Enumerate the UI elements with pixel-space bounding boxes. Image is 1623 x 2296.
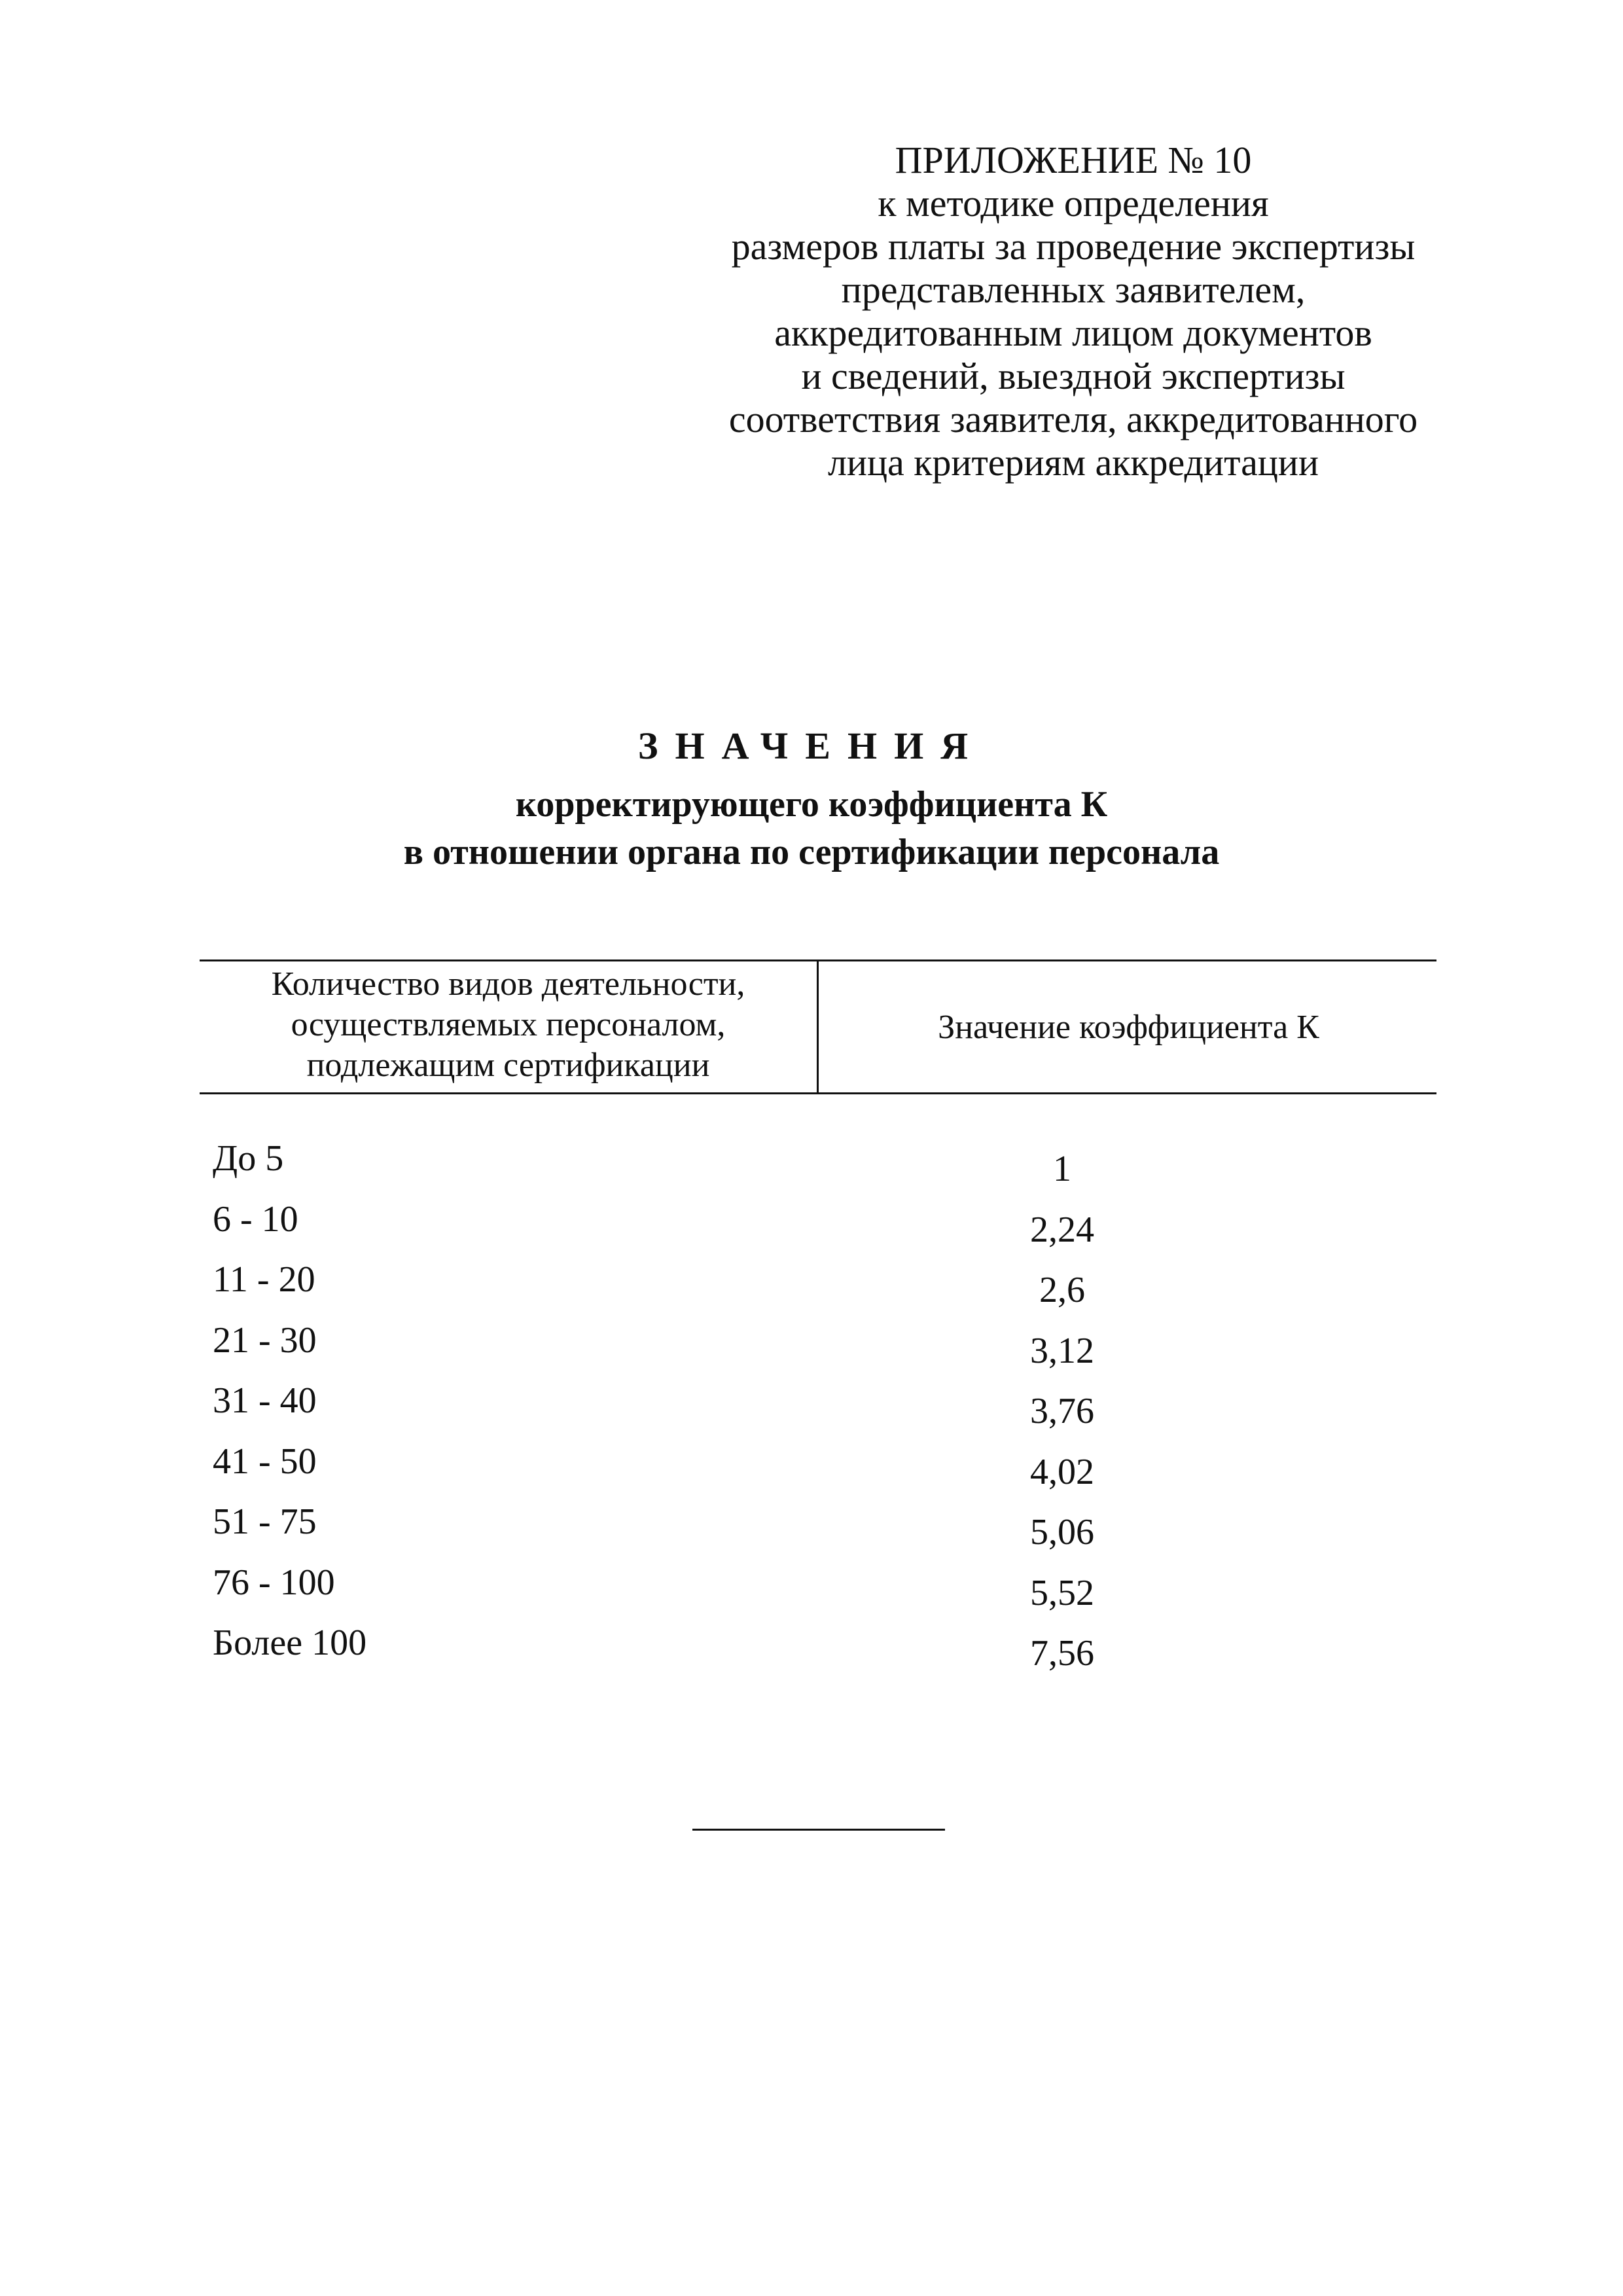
header-line: осуществляемых персоналом, (291, 1006, 726, 1043)
table-row (200, 1441, 1436, 1501)
coefficient-table (200, 960, 1436, 1094)
value-cell: 5,06 (1030, 1512, 1094, 1552)
range-cell: 6 - 10 (213, 1198, 298, 1240)
table-body (200, 1138, 1436, 1683)
end-separator-line (692, 1829, 945, 1831)
header-line: Количество видов деятельности, (271, 965, 745, 1003)
range-cell: Более 100 (213, 1623, 367, 1663)
appendix-line: аккредитованным лицом документов (774, 312, 1372, 354)
header-line: подлежащим сертификации (306, 1047, 710, 1084)
appendix-line: и сведений, выездной экспертизы (801, 355, 1346, 397)
range-cell: 21 - 30 (213, 1319, 317, 1361)
table-header (200, 960, 1436, 1094)
value-cell: 5,52 (1030, 1572, 1094, 1613)
document-title: ЗНАЧЕНИЯ (637, 725, 986, 767)
document-subtitle: корректирующего коэффициента К (515, 784, 1108, 825)
range-cell: 76 - 100 (213, 1562, 335, 1603)
table-row (200, 1562, 1436, 1623)
table-row (200, 1380, 1436, 1441)
table-row (200, 1319, 1436, 1380)
value-cell: 4,02 (1030, 1451, 1094, 1492)
value-cell: 2,6 (1039, 1270, 1085, 1310)
value-cell: 1 (1053, 1149, 1071, 1189)
range-cell: 31 - 40 (213, 1380, 317, 1421)
appendix-line: представленных заявителем, (841, 268, 1306, 311)
table-row (200, 1138, 1436, 1198)
range-cell: 11 - 20 (213, 1259, 315, 1300)
table-row (200, 1198, 1436, 1259)
table-row (200, 1501, 1436, 1562)
value-cell: 3,12 (1030, 1330, 1094, 1371)
value-cell: 2,24 (1030, 1209, 1094, 1250)
range-cell: До 5 (213, 1138, 284, 1179)
table-row (200, 1259, 1436, 1319)
header-line: Значение коэффициента К (938, 1008, 1319, 1046)
appendix-line: соответствия заявителя, аккредитованного (728, 398, 1418, 440)
appendix-line: лица критериям аккредитации (827, 441, 1319, 484)
table-row (200, 1622, 1436, 1683)
appendix-line: размеров платы за проведение экспертизы (731, 225, 1416, 268)
header-coefficient-value (821, 961, 1436, 1092)
range-cell: 51 - 75 (213, 1501, 317, 1542)
appendix-line: ПРИЛОЖЕНИЕ № 10 (895, 139, 1252, 181)
range-cell: 41 - 50 (213, 1441, 317, 1482)
value-cell: 7,56 (1030, 1633, 1094, 1674)
header-activities-count (200, 961, 819, 1092)
document-subtitle: в отношении органа по сертификации персонала (403, 832, 1220, 872)
appendix-line: к методике определения (878, 182, 1269, 224)
appendix-header (713, 139, 1433, 484)
value-cell: 3,76 (1030, 1391, 1094, 1431)
